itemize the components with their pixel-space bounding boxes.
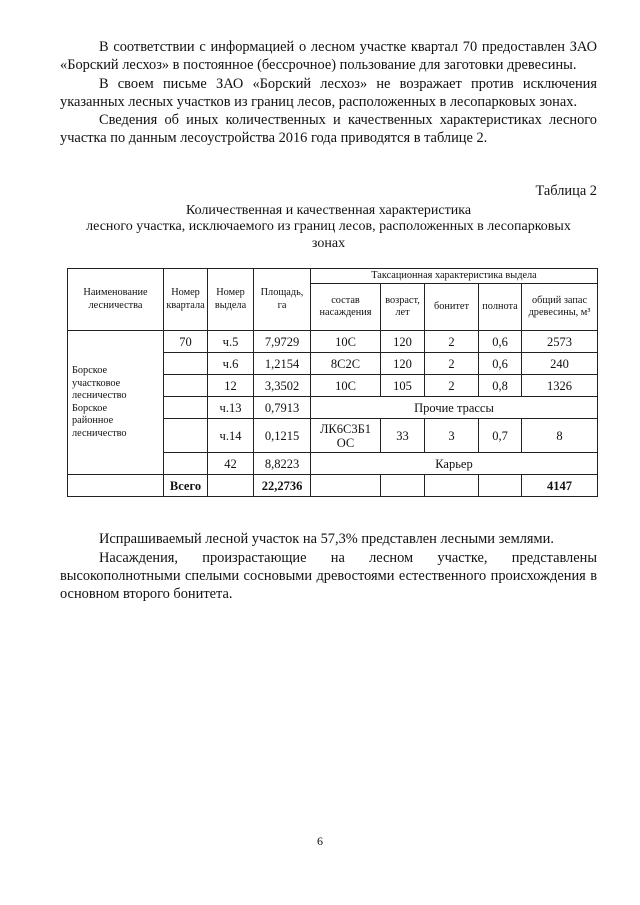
cell-age: 120 bbox=[381, 353, 425, 375]
cell-empty bbox=[381, 475, 425, 497]
cell-composition: 10С bbox=[311, 375, 381, 397]
table-total-row bbox=[68, 475, 598, 497]
cell-quarter bbox=[164, 453, 208, 475]
forestry-name-line: районное bbox=[72, 415, 114, 427]
header-area: Площадь, га bbox=[254, 269, 311, 331]
cell-empty bbox=[479, 475, 522, 497]
cell-stock: 1326 bbox=[522, 375, 598, 397]
table-caption bbox=[60, 203, 597, 253]
cell-merged-note: Карьер bbox=[311, 453, 598, 475]
forestry-name-line: участковое bbox=[72, 377, 121, 389]
header-quarter: Номер квартала bbox=[164, 269, 208, 331]
table-row bbox=[68, 331, 598, 353]
header-bonitet: бонитет bbox=[425, 284, 479, 331]
cell-stock: 8 bbox=[522, 419, 598, 453]
cell-density: 0,6 bbox=[479, 353, 522, 375]
header-taxation-group: Таксационная характеристика выдела bbox=[311, 269, 598, 284]
cell-age: 120 bbox=[381, 331, 425, 353]
cell-age: 33 bbox=[381, 419, 425, 453]
cell-density: 0,6 bbox=[479, 331, 522, 353]
cell-merged-note: Прочие трассы bbox=[311, 397, 598, 419]
cell-quarter bbox=[164, 419, 208, 453]
cell-bonitet: 2 bbox=[425, 375, 479, 397]
header-forestry: Наименование лесничества bbox=[68, 269, 164, 331]
cell-quarter: 70 bbox=[164, 331, 208, 353]
cell-area: 0,1215 bbox=[254, 419, 311, 453]
document-page bbox=[60, 38, 597, 603]
total-stock: 4147 bbox=[522, 475, 598, 497]
cell-area: 1,2154 bbox=[254, 353, 311, 375]
cell-quarter bbox=[164, 397, 208, 419]
forestry-name-cell bbox=[68, 331, 164, 475]
cell-empty bbox=[68, 475, 164, 497]
caption-line-3: зонах bbox=[311, 235, 346, 251]
cell-empty bbox=[208, 475, 254, 497]
table-label: Таблица 2 bbox=[535, 182, 597, 199]
header-composition: состав насаждения bbox=[311, 284, 381, 331]
forestry-name-line: Борское bbox=[72, 402, 108, 414]
cell-composition: 10С bbox=[311, 331, 381, 353]
cell-bonitet: 2 bbox=[425, 331, 479, 353]
header-stock: общий запас древесины, м³ bbox=[522, 284, 598, 331]
paragraph-4: Испрашиваемый лесной участок на 57,3% представлен лесными землями. bbox=[99, 531, 554, 548]
cell-plot: 12 bbox=[208, 375, 254, 397]
cell-stock: 2573 bbox=[522, 331, 598, 353]
cell-quarter bbox=[164, 353, 208, 375]
paragraph-2: В своем письме ЗАО «Борский лесхоз» не возражает против исключения указанных лесных участков из границ лесов, расположенных в лесопарковых зонах. bbox=[60, 75, 597, 110]
forestry-name-line: Борское bbox=[72, 365, 108, 377]
header-density: полнота bbox=[479, 284, 522, 331]
cell-plot: ч.5 bbox=[208, 331, 254, 353]
cell-plot: ч.13 bbox=[208, 397, 254, 419]
cell-density: 0,8 bbox=[479, 375, 522, 397]
paragraph-1: В соответствии с информацией о лесном участке квартал 70 предоставлен ЗАО «Борский лесхоз» в постоянное (бессрочное) пользование для заготовки древесины. bbox=[60, 39, 597, 74]
paragraph-5: Насаждения, произрастающие на лесном участке, представлены высокополнотными спелыми сосновыми древостоями естественного происхождения в основном второго бонитета. bbox=[60, 549, 597, 603]
cell-plot: ч.6 bbox=[208, 353, 254, 375]
cell-bonitet: 2 bbox=[425, 353, 479, 375]
cell-stock: 240 bbox=[522, 353, 598, 375]
cell-plot: 42 bbox=[208, 453, 254, 475]
cell-composition: 8С2С bbox=[311, 353, 381, 375]
cell-density: 0,7 bbox=[479, 419, 522, 453]
cell-age: 105 bbox=[381, 375, 425, 397]
cell-plot: ч.14 bbox=[208, 419, 254, 453]
cell-empty bbox=[311, 475, 381, 497]
cell-area: 7,9729 bbox=[254, 331, 311, 353]
forestry-name-line: лесничество bbox=[72, 390, 127, 402]
cell-area: 0,7913 bbox=[254, 397, 311, 419]
header-age: возраст, лет bbox=[381, 284, 425, 331]
cell-empty bbox=[425, 475, 479, 497]
forestry-name-line: лесничество bbox=[72, 427, 127, 439]
caption-line-2: лесного участка, исключаемого из границ лесов, расположенных в лесопарковых bbox=[86, 219, 571, 235]
cell-area: 8,8223 bbox=[254, 453, 311, 475]
header-plot: Номер выдела bbox=[208, 269, 254, 331]
cell-composition: ЛК6С3Б1 ОС bbox=[311, 419, 381, 453]
cell-bonitet: 3 bbox=[425, 419, 479, 453]
cell-quarter bbox=[164, 375, 208, 397]
forest-plot-table bbox=[67, 268, 598, 497]
total-label: Всего bbox=[164, 475, 208, 497]
page-number: 6 bbox=[317, 834, 323, 848]
total-area: 22,2736 bbox=[254, 475, 311, 497]
cell-area: 3,3502 bbox=[254, 375, 311, 397]
caption-line-1: Количественная и качественная характеристика bbox=[185, 202, 472, 218]
paragraph-3: Сведения об иных количественных и качественных характеристиках лесного участка по данным лесоустройства 2016 года приводятся в таблице 2. bbox=[60, 112, 597, 147]
bottom-text bbox=[60, 530, 597, 603]
